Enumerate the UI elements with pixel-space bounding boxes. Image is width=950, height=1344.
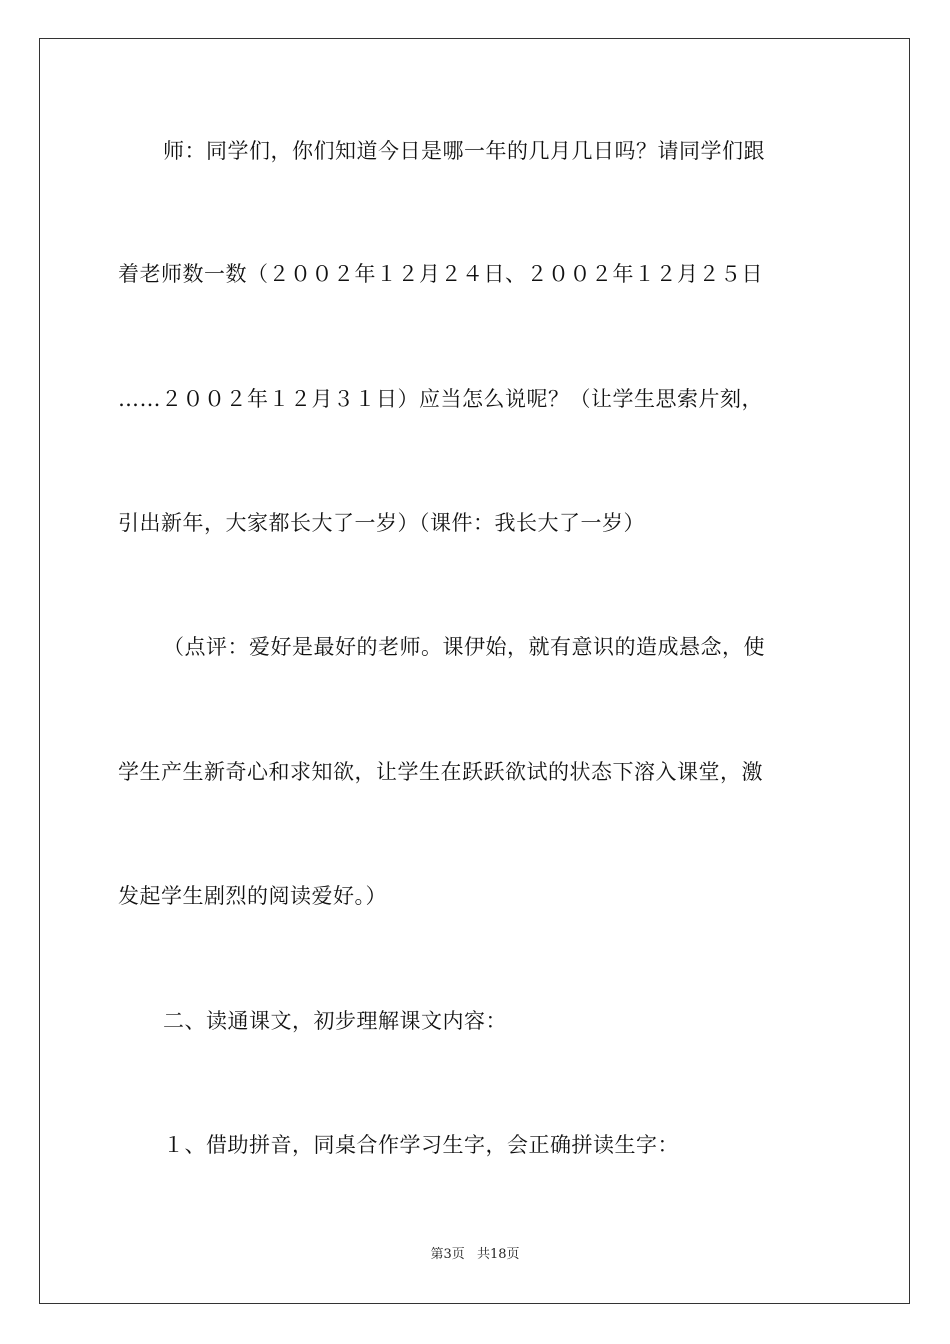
section-heading: 二、读通课文，初步理解课文内容： (163, 1009, 507, 1033)
paragraph-line: 学生产生新奇心和求知欲，让学生在跃跃欲试的状态下溶入课堂，激 (118, 760, 763, 784)
paragraph-line: 发起学生剧烈的阅读爱好。） (118, 884, 387, 908)
list-item: １、借助拼音，同桌合作学习生字，会正确拼读生字： (163, 1133, 679, 1157)
page-footer (0, 1246, 950, 1264)
paragraph-line: 着老师数一数（２００２年１２月２４日、２００２年１２月２５日 (118, 262, 763, 286)
paragraph-line: ……２００２年１２月３１日）应当怎么说呢？（让学生思索片刻， (118, 387, 763, 411)
paragraph-line: （点评：爱好是最好的老师。课伊始，就有意识的造成悬念，使 (163, 635, 765, 659)
paragraph-line: 引出新年，大家都长大了一岁）（课件：我长大了一岁） (118, 511, 645, 535)
page-number: 第3页 (430, 1247, 465, 1262)
page-border (39, 38, 910, 1304)
page-total: 共18页 (476, 1247, 520, 1262)
paragraph-line: 师：同学们，你们知道今日是哪一年的几月几日吗？请同学们跟 (163, 139, 765, 163)
